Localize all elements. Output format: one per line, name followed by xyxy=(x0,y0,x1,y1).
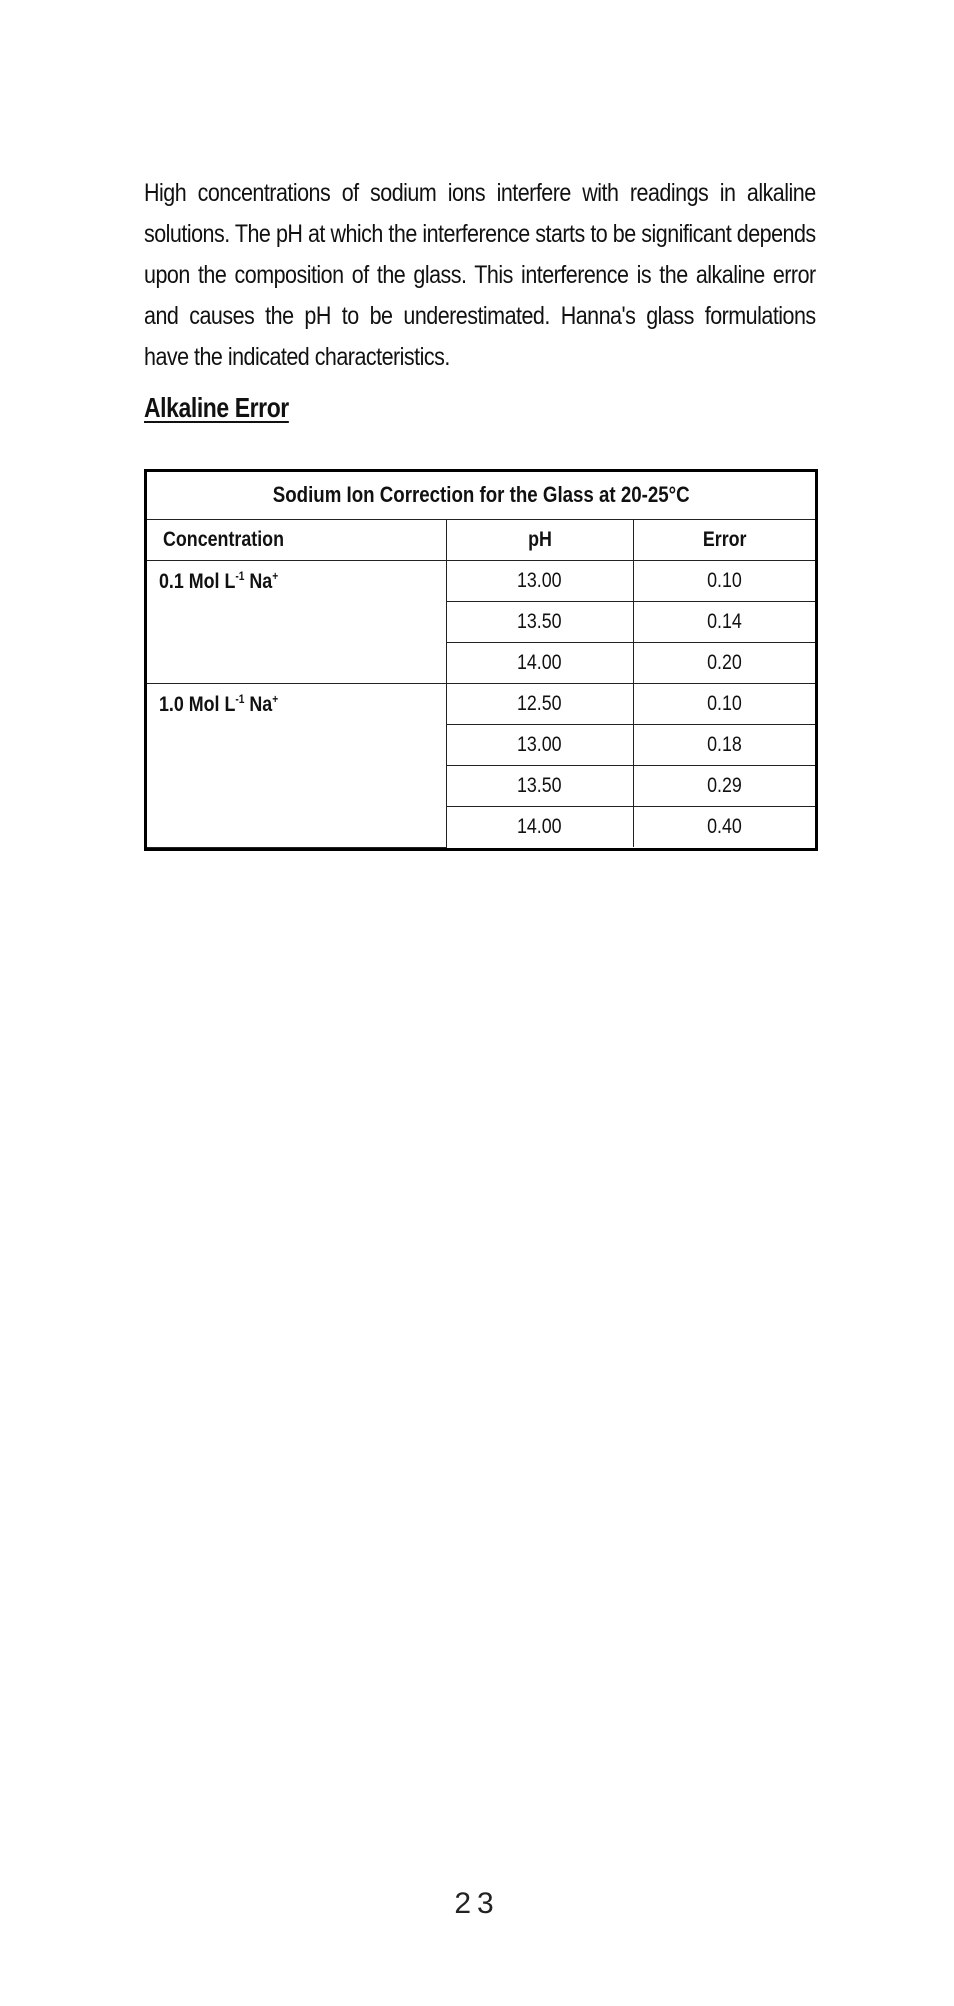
error-cell: 0.14 xyxy=(633,601,815,642)
ph-cell: 13.00 xyxy=(446,724,633,765)
error-cell: 0.29 xyxy=(633,765,815,806)
ph-cell: 13.50 xyxy=(446,765,633,806)
ph-cell: 13.50 xyxy=(446,601,633,642)
table-caption-row xyxy=(147,472,815,519)
header-concentration: Concentration xyxy=(147,519,446,560)
error-cell: 0.18 xyxy=(633,724,815,765)
table-row xyxy=(147,560,815,601)
ph-cell: 12.50 xyxy=(446,683,633,724)
error-cell: 0.20 xyxy=(633,642,815,683)
concentration-cell: 0.1 Mol $L^{-1}$ Na+ xyxy=(147,560,446,683)
section-heading: Alkaline Error xyxy=(144,392,289,423)
error-cell: 0.10 xyxy=(633,560,815,601)
table-row xyxy=(147,683,815,724)
ph-cell: 13.00 xyxy=(446,560,633,601)
table-caption: Sodium Ion Correction for the Glass at 20-25°C xyxy=(147,472,815,519)
concentration-cell: 1.0 Mol $L^{-1}$ Na+ xyxy=(147,683,446,847)
table-header-row xyxy=(147,519,815,560)
ph-cell: 14.00 xyxy=(446,806,633,847)
ph-cell: 14.00 xyxy=(446,642,633,683)
error-cell: 0.10 xyxy=(633,683,815,724)
header-error: Error xyxy=(633,519,815,560)
page-number: 23 xyxy=(454,1887,500,1920)
sodium-correction-table xyxy=(144,469,818,851)
error-cell: 0.40 xyxy=(633,806,815,847)
intro-paragraph: High concentrations of sodium ions interfere with readings in alkaline solutions. The pH at which the interference starts to be significant depends upon the composition of the glass. This interference is the alkaline error and causes the pH to be underestimated. Hanna's glass formulations have the indicated characteristics. xyxy=(144,179,816,371)
header-ph: pH xyxy=(446,519,633,560)
